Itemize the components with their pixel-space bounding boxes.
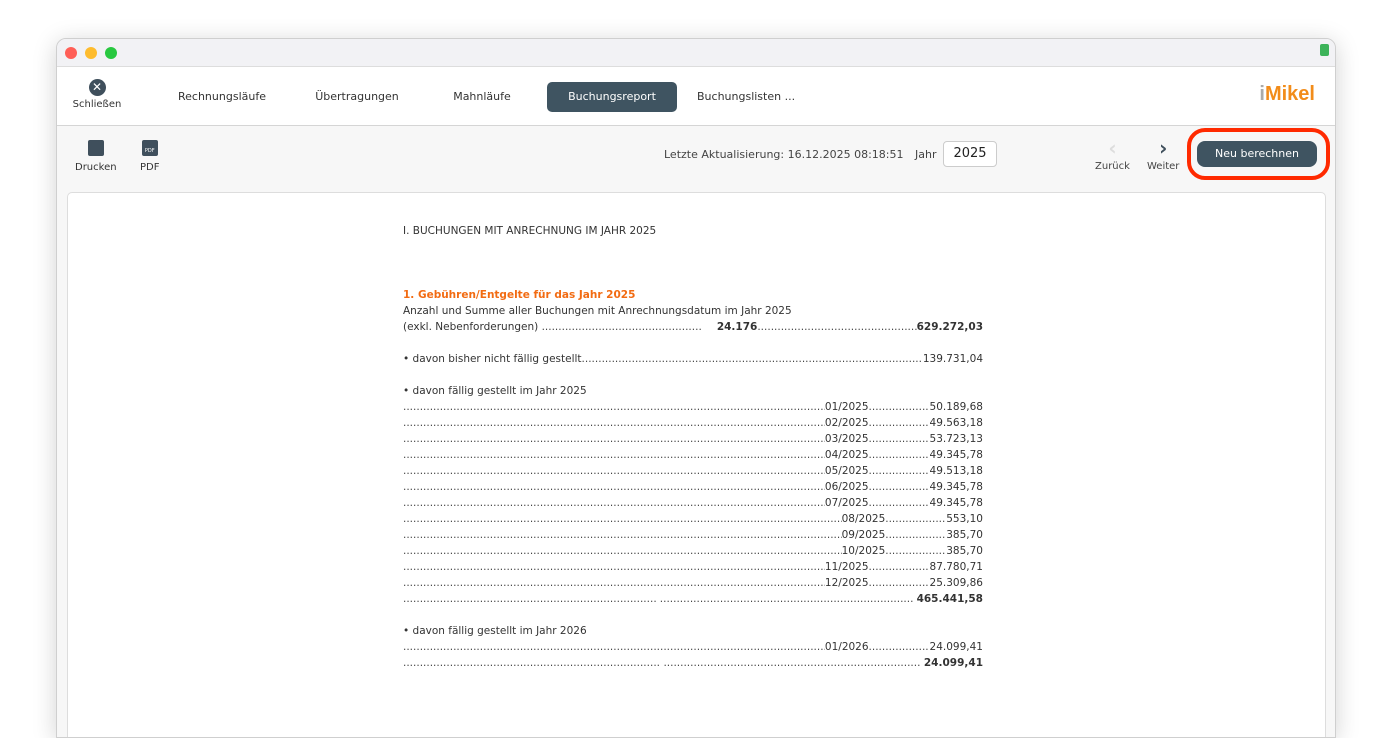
due-2026-label: • davon fällig gestellt im Jahr 2026 <box>403 625 587 637</box>
month-row <box>403 463 983 479</box>
month-label: 11/2025 <box>824 561 869 573</box>
main-nav <box>57 67 1335 126</box>
maximize-window-button[interactable] <box>105 47 117 59</box>
month-row <box>403 543 983 559</box>
month-value: 53.723,13 <box>929 433 983 445</box>
month-row <box>403 479 983 495</box>
month-value: 49.345,78 <box>929 481 983 493</box>
row-label: • davon bisher nicht fällig gestellt <box>403 353 582 365</box>
year-input[interactable]: 2025 <box>943 141 997 167</box>
printer-icon <box>88 140 104 156</box>
recalculate-button[interactable]: Neu berechnen <box>1197 141 1317 167</box>
back-button[interactable] <box>1095 138 1130 172</box>
tab-buchungsreport[interactable]: Buchungsreport <box>547 82 677 112</box>
minimize-window-button[interactable] <box>85 47 97 59</box>
chevron-left-icon: ‹ <box>1108 136 1117 160</box>
month-label: 04/2025 <box>824 449 869 461</box>
month-value: 385,70 <box>946 545 983 557</box>
month-row <box>403 415 983 431</box>
month-label: 01/2026 <box>824 641 869 653</box>
total-count: 24.176 <box>716 321 758 333</box>
month-row <box>403 431 983 447</box>
month-label: 07/2025 <box>824 497 869 509</box>
tab-buchungslisten[interactable]: Buchungslisten ... <box>697 90 796 103</box>
close-icon: ✕ <box>89 79 106 96</box>
row-value: 465.441,58 <box>916 593 983 605</box>
section-heading: 1. Gebühren/Entgelte für das Jahr 2025 <box>403 289 636 301</box>
print-button[interactable] <box>75 140 117 173</box>
month-label: 06/2025 <box>824 481 869 493</box>
month-row <box>403 575 983 591</box>
month-row <box>403 559 983 575</box>
tab-rechnungslaeufe[interactable]: Rechnungsläufe <box>178 90 266 103</box>
month-value: 50.189,68 <box>929 401 983 413</box>
close-window-button[interactable] <box>65 47 77 59</box>
month-value: 25.309,86 <box>929 577 983 589</box>
due-2026-total <box>403 655 983 671</box>
row-label: (exkl. Nebenforderungen) <box>403 321 539 333</box>
due-2025-total <box>403 591 983 607</box>
last-update-text: Letzte Aktualisierung: 16.12.2025 08:18:51 <box>664 148 904 161</box>
report-title: I. BUCHUNGEN MIT ANRECHNUNG IM JAHR 2025 <box>403 225 657 237</box>
month-label: 02/2025 <box>824 417 869 429</box>
month-label: 09/2025 <box>841 529 886 541</box>
month-row <box>403 495 983 511</box>
month-value: 385,70 <box>946 529 983 541</box>
month-row <box>403 399 983 415</box>
month-value: 553,10 <box>946 513 983 525</box>
pdf-button[interactable] <box>140 140 159 173</box>
next-label: Weiter <box>1147 161 1180 172</box>
close-label: Schließen <box>72 99 122 110</box>
chevron-right-icon: › <box>1159 136 1168 160</box>
row-value: 139.731,04 <box>922 353 983 365</box>
lock-icon <box>1320 44 1329 56</box>
month-row <box>403 527 983 543</box>
app-window <box>56 38 1336 738</box>
pdf-label: PDF <box>140 162 160 173</box>
imikel-logo: iMikel <box>1259 83 1315 105</box>
report-panel <box>67 192 1326 738</box>
close-button[interactable] <box>71 79 123 110</box>
month-row <box>403 447 983 463</box>
month-value: 87.780,71 <box>929 561 983 573</box>
total-sum: 629.272,03 <box>916 321 984 333</box>
year-label: Jahr <box>915 148 937 161</box>
tab-uebertragungen[interactable]: Übertragungen <box>315 90 399 103</box>
month-label: 03/2025 <box>824 433 869 445</box>
month-label: 10/2025 <box>841 545 886 557</box>
total-row <box>403 319 983 335</box>
toolbar <box>57 126 1335 191</box>
report-document <box>403 223 983 671</box>
month-value: 49.563,18 <box>929 417 983 429</box>
next-button[interactable] <box>1147 138 1179 172</box>
month-value: 49.345,78 <box>929 449 983 461</box>
due-2025-label: • davon fällig gestellt im Jahr 2025 <box>403 385 587 397</box>
month-row <box>403 511 983 527</box>
month-label: 01/2025 <box>824 401 869 413</box>
title-bar <box>57 39 1335 67</box>
print-label: Drucken <box>75 162 117 173</box>
pdf-file-icon: PDF <box>142 140 158 156</box>
month-row <box>403 639 983 655</box>
back-label: Zurück <box>1095 161 1130 172</box>
month-label: 08/2025 <box>841 513 886 525</box>
month-label: 05/2025 <box>824 465 869 477</box>
row-value: 24.099,41 <box>923 657 983 669</box>
not-due-row <box>403 351 983 367</box>
tab-mahnlaeufe[interactable]: Mahnläufe <box>453 90 511 103</box>
section-desc: Anzahl und Summe aller Buchungen mit Anrechnungsdatum im Jahr 2025 <box>403 305 792 317</box>
month-value: 49.513,18 <box>929 465 983 477</box>
month-value: 49.345,78 <box>929 497 983 509</box>
month-value: 24.099,41 <box>929 641 983 653</box>
month-label: 12/2025 <box>824 577 869 589</box>
